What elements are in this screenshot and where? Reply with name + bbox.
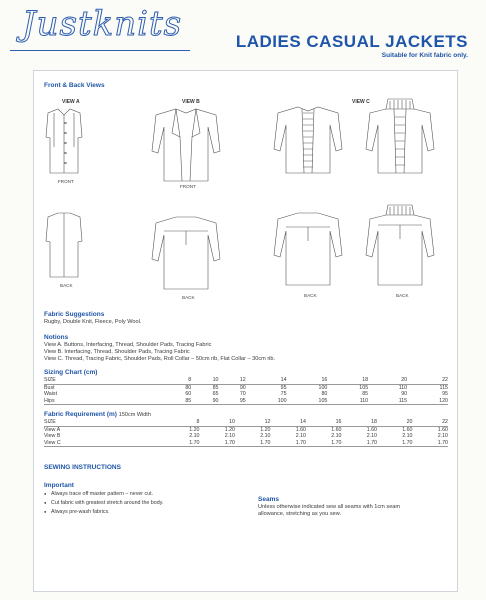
sizing-cell: 12 xyxy=(219,377,246,384)
sizing-chart-heading: Sizing Chart (cm) xyxy=(44,369,98,376)
fabric-row xyxy=(44,433,448,440)
view-c-label: VIEW C xyxy=(352,99,370,105)
fabric-cell: 1.20 xyxy=(224,426,235,433)
fabric-cell: 1.70 xyxy=(306,440,342,447)
sizing-cell: 10 xyxy=(191,377,218,384)
sizing-cell: 16 xyxy=(287,377,328,384)
important-heading: Important xyxy=(44,482,74,489)
sizing-cell: 14 xyxy=(246,377,287,384)
view-c-back-caption: BACK xyxy=(304,293,317,298)
fabric-cell: 14 xyxy=(271,419,307,426)
fabric-requirement-title: Fabric Requirement (m) xyxy=(44,411,117,418)
content-panel xyxy=(33,70,458,592)
sizing-cell: 115 xyxy=(439,384,448,391)
sizing-cell: 110 xyxy=(327,398,368,405)
fabric-cell: 8 xyxy=(164,419,200,426)
fabric-requirement-heading xyxy=(44,411,151,418)
fabric-cell: 2.10 xyxy=(366,433,377,440)
sizing-cell: 85 xyxy=(164,398,191,405)
sizing-cell: 60 xyxy=(185,391,192,398)
fabric-cell: 2.10 xyxy=(260,433,271,440)
seams-line-2: allowance, stretching as you sew. xyxy=(258,511,342,517)
fabric-cell: 1.70 xyxy=(271,440,307,447)
page-subtitle: Suitable for Knit fabric only. xyxy=(381,52,468,59)
fabric-cell: 1.70 xyxy=(200,440,236,447)
fabric-cell: 22 xyxy=(413,419,449,426)
sizing-cell: 90 xyxy=(239,384,246,391)
fabric-cell: 1.20 xyxy=(260,426,271,433)
fabric-cell: 2.10 xyxy=(331,433,342,440)
sizing-row-label: SIZE xyxy=(44,377,164,384)
view-b-front-caption: FRONT xyxy=(180,184,196,189)
fabric-row-label: View B xyxy=(44,433,61,440)
sizing-row xyxy=(44,384,448,391)
sizing-row xyxy=(44,398,448,405)
sizing-row xyxy=(44,391,448,398)
sizing-cell: 110 xyxy=(398,384,408,391)
fabric-suggestions-heading: Fabric Suggestions xyxy=(44,311,105,318)
fabric-cell: 1.60 xyxy=(331,426,342,433)
notions-line-b: View B. Interfacing, Thread, Shoulder Pads, Tracing Fabric xyxy=(44,349,190,355)
notions-line-c: View C. Thread, Tracing Fabric, Shoulder Pads, Roll Collar – 50cm rib, Flat Collar – 30cm rib. xyxy=(44,356,276,362)
seams-heading: Seams xyxy=(258,496,279,503)
fabric-cell: 1.70 xyxy=(235,440,271,447)
view-b-back-caption: BACK xyxy=(182,295,195,300)
fabric-suggestions-text: Rugby, Double Knit, Fleece, Poly Wool. xyxy=(44,319,142,325)
view-a-label: VIEW A xyxy=(62,99,80,105)
view-a-back-caption: BACK xyxy=(60,283,73,288)
fabric-cell: 2.10 xyxy=(437,433,448,440)
view-a-front-drawing xyxy=(44,107,84,177)
important-item-1: ● Always trace off master pattern – never cut. xyxy=(44,491,153,497)
important-item-3: ● Always pre-wash fabrics. xyxy=(44,509,110,515)
sizing-cell: 105 xyxy=(287,398,328,405)
notions-line-a: View A. Buttons, Interfacing, Thread, Shoulder Pads, Tracing Fabric xyxy=(44,342,212,348)
sizing-cell: 100 xyxy=(246,398,287,405)
view-c-roll-collar-back-drawing xyxy=(364,203,436,287)
fabric-cell: 2.10 xyxy=(224,433,235,440)
seams-line-1: Unless otherwise indicated sew all seams with 1cm seam xyxy=(258,504,401,510)
fabric-cell: 12 xyxy=(235,419,271,426)
fabric-cell: 1.60 xyxy=(437,426,448,433)
fabric-cell: 18 xyxy=(342,419,378,426)
fabric-row-label: View A xyxy=(44,426,61,433)
sizing-cell: 100 xyxy=(318,384,328,391)
sizing-cell: 75 xyxy=(280,391,287,398)
view-a-front-caption: FRONT xyxy=(58,179,74,184)
sizing-cell: 105 xyxy=(359,384,369,391)
sizing-row xyxy=(44,377,448,384)
page-title: LADIES CASUAL JACKETS xyxy=(235,32,468,51)
sizing-cell: 70 xyxy=(239,391,246,398)
view-c-back-drawing xyxy=(272,211,344,287)
fabric-cell: 1.60 xyxy=(402,426,413,433)
sizing-cell: 120 xyxy=(407,398,448,405)
fabric-requirement-table xyxy=(44,419,448,447)
sizing-row-label: Hips xyxy=(44,398,164,405)
fabric-cell: 1.60 xyxy=(366,426,377,433)
sizing-cell: 95 xyxy=(219,398,246,405)
fabric-cell: 2.10 xyxy=(189,433,200,440)
fabric-cell: 1.70 xyxy=(413,440,449,447)
view-c-roll-collar-drawing xyxy=(364,97,436,175)
fabric-cell: 1.70 xyxy=(164,440,200,447)
sizing-cell: 8 xyxy=(164,377,191,384)
view-a-back-drawing xyxy=(44,211,84,281)
sizing-cell: 90 xyxy=(401,391,408,398)
sizing-cell: 20 xyxy=(368,377,407,384)
fabric-cell: 10 xyxy=(200,419,236,426)
views-heading: Front & Back Views xyxy=(44,82,105,89)
view-c-front-drawing xyxy=(272,105,344,175)
fabric-cell: 20 xyxy=(377,419,413,426)
fabric-row-label: SIZE xyxy=(44,419,164,426)
fabric-cell: 16 xyxy=(306,419,342,426)
fabric-cell: 1.70 xyxy=(342,440,378,447)
brand-underline xyxy=(10,50,190,51)
view-c-back-caption-2: BACK xyxy=(396,293,409,298)
sizing-cell: 18 xyxy=(327,377,368,384)
fabric-cell: 2.10 xyxy=(295,433,306,440)
view-b-label: VIEW B xyxy=(182,99,200,105)
view-b-back-drawing xyxy=(150,215,222,291)
sizing-cell: 22 xyxy=(407,377,448,384)
fabric-row xyxy=(44,419,448,426)
fabric-cell: 2.10 xyxy=(402,433,413,440)
sizing-chart-table xyxy=(44,377,448,405)
sizing-cell: 85 xyxy=(362,391,369,398)
sizing-cell: 90 xyxy=(191,398,218,405)
sizing-cell: 85 xyxy=(212,384,219,391)
sewing-heading: SEWING INSTRUCTIONS xyxy=(44,464,121,471)
fabric-cell: 1.70 xyxy=(377,440,413,447)
important-item-2: ● Cut fabric with greatest stretch around the body. xyxy=(44,500,163,506)
sizing-cell: 80 xyxy=(321,391,328,398)
sizing-row-label: Waist xyxy=(44,391,58,398)
view-b-front-drawing xyxy=(150,107,222,183)
brand-logo: Justknits xyxy=(22,4,183,44)
sizing-cell: 95 xyxy=(280,384,287,391)
fabric-row xyxy=(44,426,448,433)
fabric-row-label: View C xyxy=(44,440,164,447)
sizing-cell: 115 xyxy=(368,398,407,405)
fabric-width-note: 150cm Width xyxy=(118,412,151,418)
sizing-cell: 65 xyxy=(212,391,219,398)
sizing-cell: 80 xyxy=(185,384,192,391)
sizing-row-label: Bust xyxy=(44,384,55,391)
fabric-row xyxy=(44,440,448,447)
fabric-cell: 1.20 xyxy=(189,426,200,433)
sizing-cell: 95 xyxy=(442,391,448,398)
fabric-cell: 1.60 xyxy=(295,426,306,433)
notions-heading: Notions xyxy=(44,334,69,341)
